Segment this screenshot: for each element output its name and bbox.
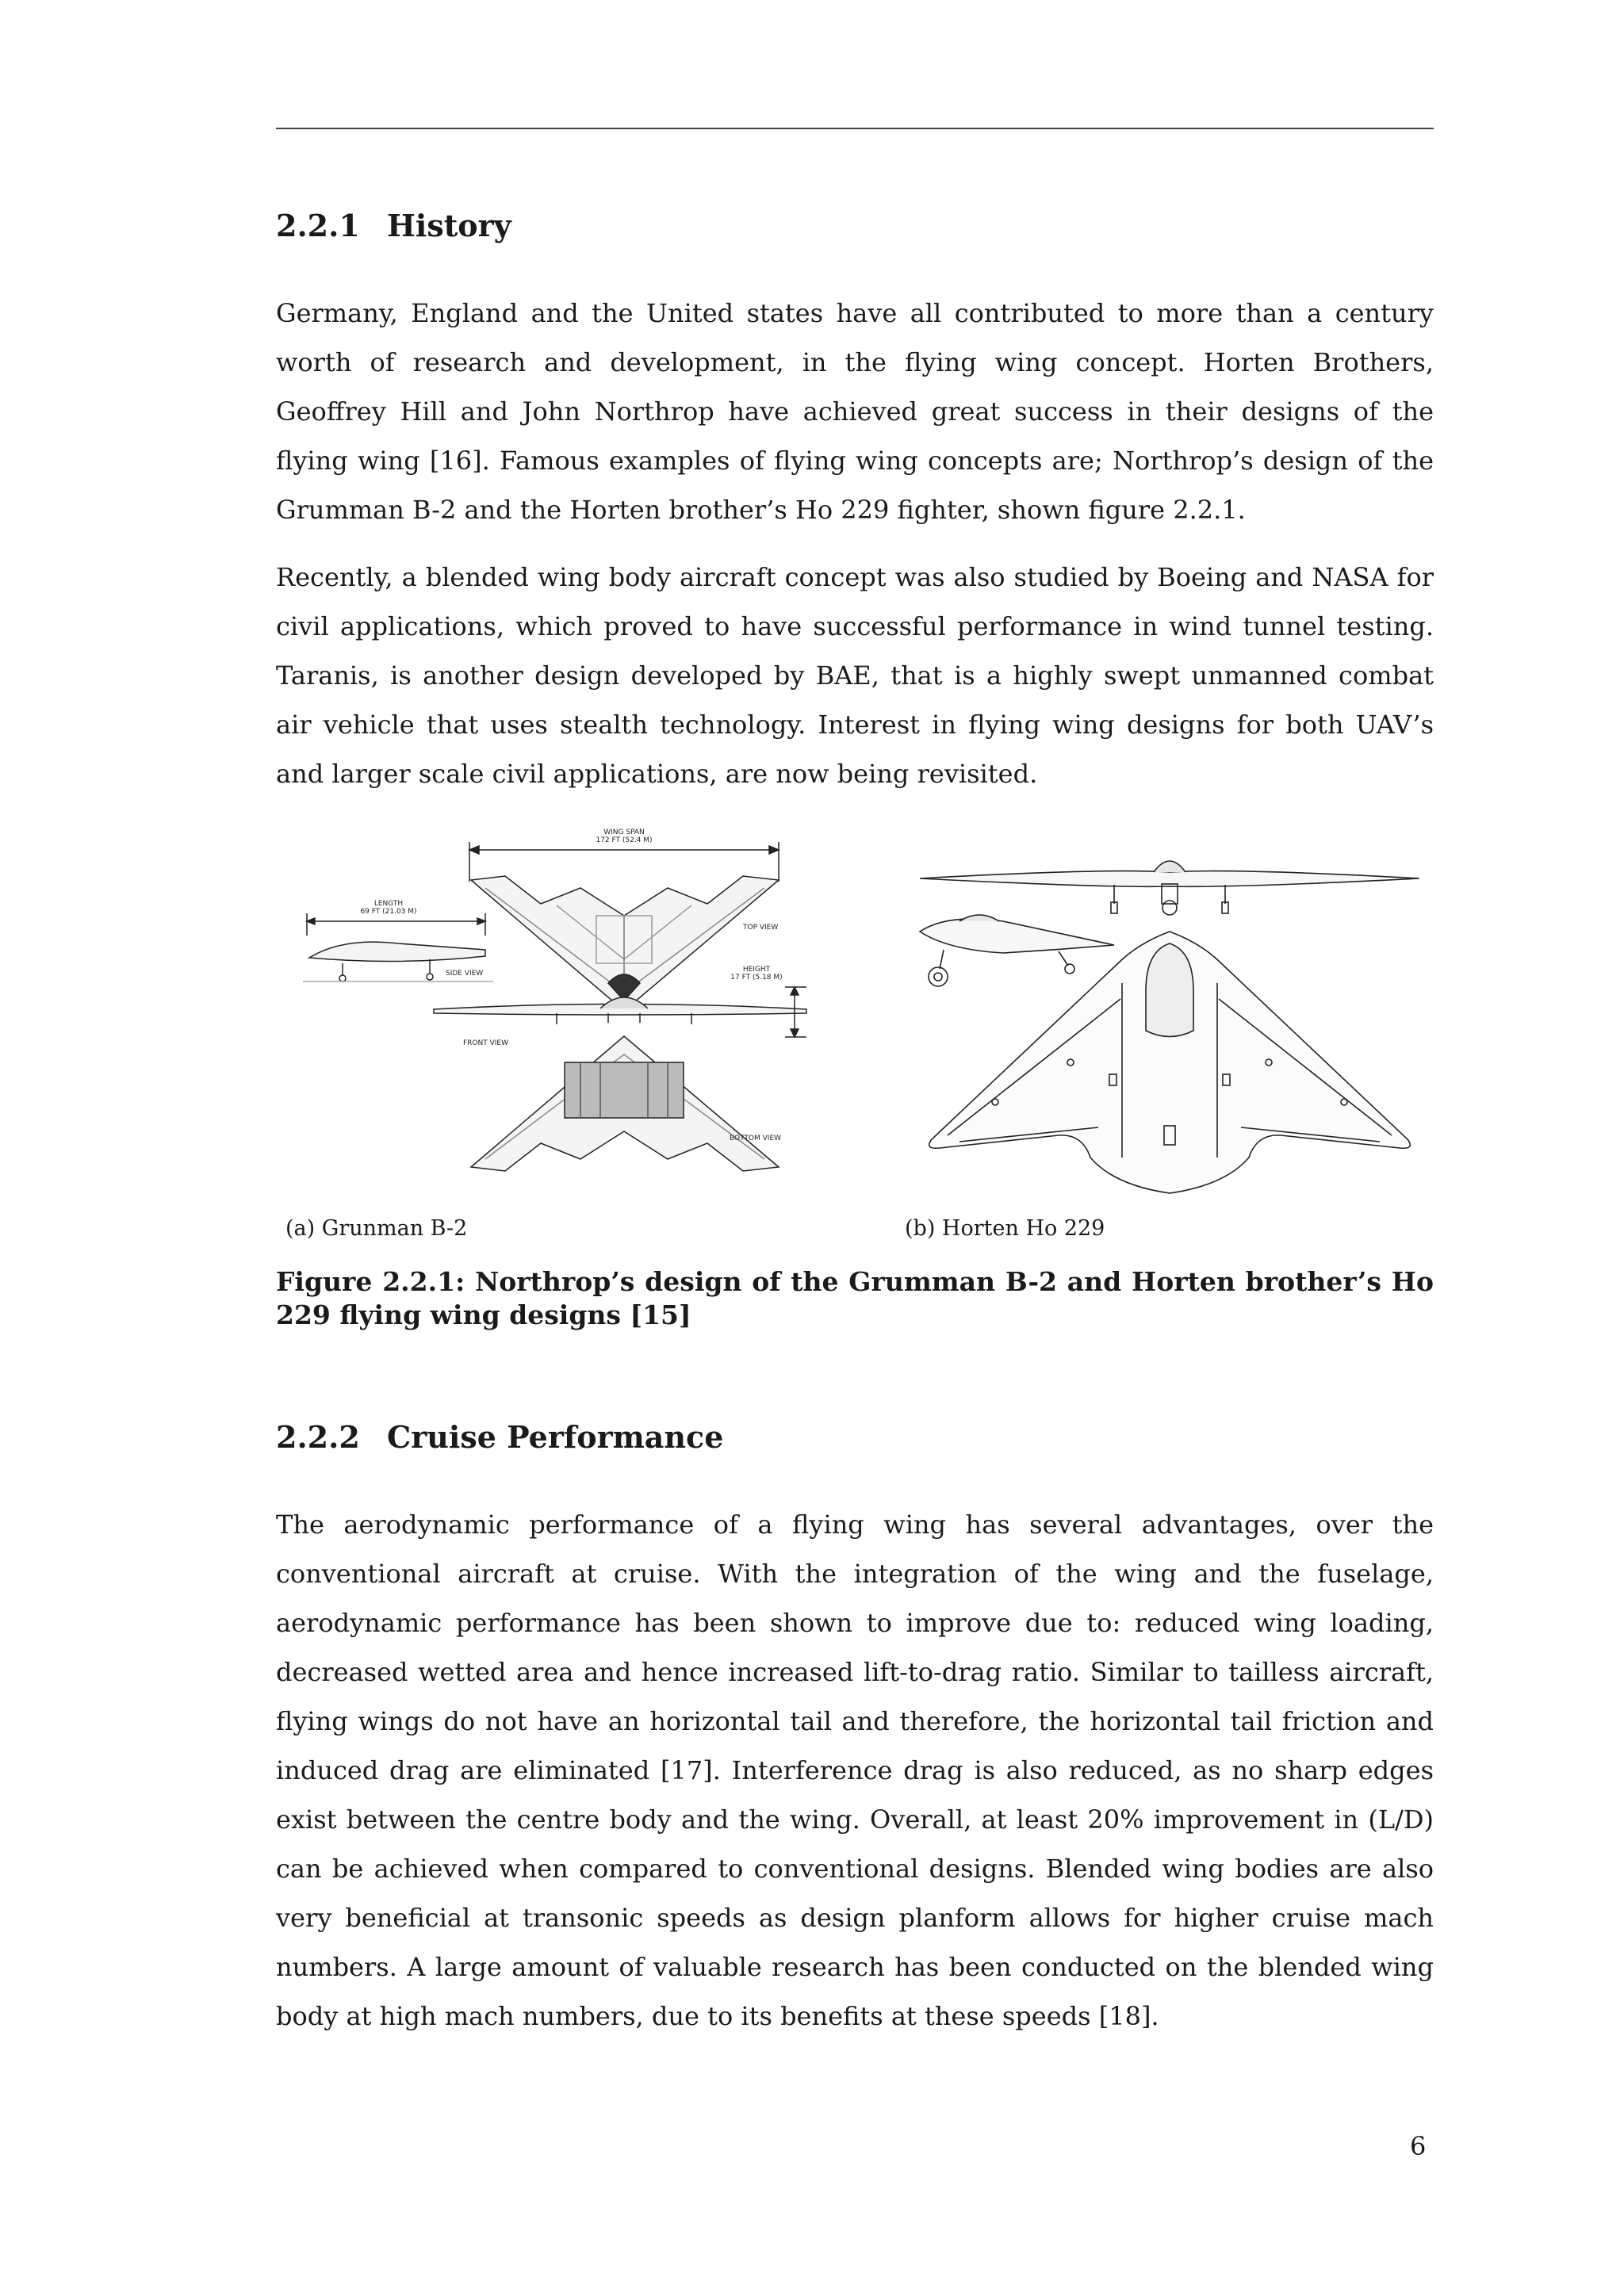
header-rule [276, 128, 1434, 129]
section-heading-history [276, 208, 511, 243]
figure-caption: Figure 2.2.1: Northrop’s design of the Grumman B-2 and Horten brother’s Ho 229 flying wing designs [15] [276, 1266, 1434, 1330]
subfigure-caption-b: (b) Horten Ho 229 [905, 1216, 1105, 1241]
side-view-label: SIDE VIEW [446, 970, 484, 978]
section-heading-cruise [276, 1419, 723, 1455]
section-title: History [387, 208, 511, 243]
height-value: 17 FT (5.18 M) [730, 974, 783, 982]
paragraph: Recently, a blended wing body aircraft concept was also studied by Boeing and NASA for civil applications, which proved to have successful performance in wind tunnel testing. Taranis, is another design developed by BAE, that is a highly swept unmanned combat air vehicle that uses stealth technology. Interest in flying wing designs for both UAV’s and larger scale civil applications, are now being revisited. [276, 562, 1434, 789]
length-label: LENGTH [373, 900, 404, 908]
height-label: HEIGHT [742, 966, 771, 974]
paragraph: Germany, England and the United states have all contributed to more than a century worth of research and development, in the flying wing concept. Horten Brothers, Geoffrey Hill and John Northrop have achieved great success in their designs of the flying wing [16]. Famous examples of flying wing concepts are; Northrop’s design of the Grumman B-2 and the Horten brother’s Ho 229 fighter, shown figure 2.2.1. [276, 298, 1434, 525]
front-view-label: FRONT VIEW [463, 1039, 509, 1047]
section-number: 2.2.2 [276, 1419, 360, 1455]
page-number: 6 [1410, 2131, 1427, 2161]
wing-span-value: 172 FT (52.4 M) [596, 836, 653, 844]
paragraph: The aerodynamic performance of a flying wing has several advantages, over the conventional aircraft at cruise. With the integration of the wing and the fuselage, aerodynamic performance has been shown to improve due to: reduced wing loading, decreased wetted area and hence increased lift-to-drag ratio. Similar to tailless aircraft, flying wings do not have an horizontal tail and therefore, the horizontal tail friction and induced drag are eliminated [17]. Interference drag is also reduced, as no sharp edges exist between the centre body and the wing. Overall, at least 20% improvement in (L/D) can be achieved when compared to conventional designs. Blended wing bodies are also very beneficial at transonic speeds as design planform allows for higher cruise mach numbers. A large amount of valuable research has been conducted on the blended wing body at high mach numbers, due to its benefits at these speeds [18]. [276, 1510, 1434, 2031]
wing-span-label: WING SPAN [603, 828, 645, 836]
ho229-three-view-drawing [900, 825, 1439, 1197]
b2-three-view-drawing [295, 825, 810, 1197]
length-value: 69 FT (21.03 M) [360, 908, 417, 916]
section-title: Cruise Performance [387, 1419, 724, 1455]
section-number: 2.2.1 [276, 208, 360, 243]
top-view-label: TOP VIEW [743, 924, 779, 932]
bottom-view-label: BOTTOM VIEW [730, 1135, 782, 1142]
subfigure-caption-a: (a) Grunman B-2 [285, 1216, 468, 1241]
